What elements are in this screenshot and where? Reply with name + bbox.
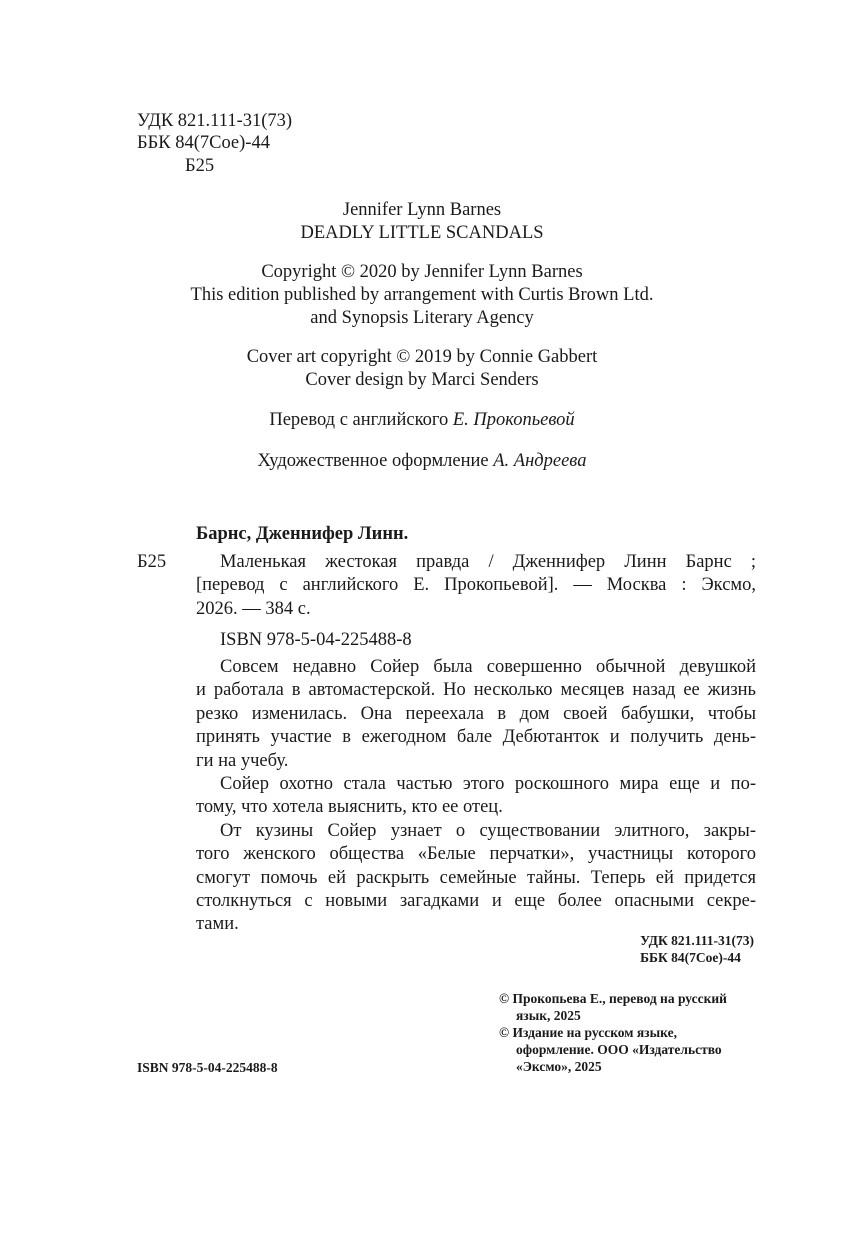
rights-line: язык, 2025	[516, 1008, 581, 1023]
annotation-line: Сойер охотно стала частью этого роскошного мира еще и по-	[220, 774, 756, 795]
catalog-isbn: ISBN 978-5-04-225488-8	[220, 630, 412, 650]
cover-credits-block	[0, 346, 844, 392]
annotation-line: и работала в автомастерской. Но несколько месяцев назад ее жизнь	[196, 680, 756, 701]
copyright-line: This edition published by arrangement with Curtis Brown Ltd.	[190, 285, 654, 305]
catalog-heading: Барнс, Дженнифер Линн.	[196, 524, 409, 544]
catalog-codes-right	[640, 932, 754, 966]
rights-block	[499, 990, 769, 1075]
copyright-line: Copyright © 2020 by Jennifer Lynn Barnes	[261, 262, 583, 282]
description-line: [перевод с английского Е. Прокопьевой]. — Москва : Эксмо,	[196, 575, 756, 596]
designer-credit	[0, 450, 844, 473]
annotation-line: тому, что хотела выяснить, кто ее отец.	[196, 797, 503, 818]
catalog-description	[196, 551, 756, 621]
catalog-mark: Б25	[137, 552, 167, 572]
annotation-line: тами.	[196, 914, 239, 935]
udk-code: УДК 821.111-31(73)	[137, 111, 293, 131]
copyright-block	[0, 261, 844, 330]
rights-line: © Прокопьева Е., перевод на русский	[499, 991, 727, 1006]
description-line: Маленькая жестокая правда / Дженнифер Линн Барнс ;	[220, 552, 756, 572]
rights-line: «Эксмо», 2025	[516, 1059, 602, 1074]
original-title: DEADLY LITTLE SCANDALS	[300, 223, 544, 243]
translator-credit	[0, 409, 844, 432]
annotation-line: столкнуться с новыми загадками и еще более опасными секре-	[196, 891, 756, 912]
annotation-line: смогут помочь ей раскрыть семейные тайны. Теперь ей придется	[196, 867, 756, 888]
design-label: Художественное оформление	[257, 451, 489, 471]
designer-name: А. Андреева	[493, 451, 587, 471]
translation-label: Перевод с английского	[269, 410, 449, 430]
annotation-line: того женского общества «Белые перчатки», участницы которого	[196, 844, 756, 865]
copyright-line: and Synopsis Literary Agency	[310, 308, 534, 328]
annotation-line: резко изменилась. Она переехала в дом своей бабушки, чтобы	[196, 703, 756, 724]
footer-isbn: ISBN 978-5-04-225488-8	[137, 1060, 278, 1075]
annotation-line: Совсем недавно Сойер была совершенно обычной девушкой	[220, 657, 756, 677]
rights-line: оформление. ООО «Издательство	[516, 1042, 722, 1057]
annotation-line: принять участие в ежегодном бале Дебютанток и получить день-	[196, 727, 756, 748]
annotation	[196, 656, 756, 937]
bbk-code: ББК 84(7Сое)-44	[137, 133, 270, 153]
annotation-line: От кузины Сойер узнает о существовании элитного, закры-	[220, 820, 756, 841]
translator-name: Е. Прокопьевой	[452, 410, 575, 430]
cover-art-line: Cover art copyright © 2019 by Connie Gabbert	[246, 347, 598, 367]
udk-code-small: УДК 821.111-31(73)	[640, 933, 754, 948]
description-line: 2026. — 384 с.	[196, 598, 311, 619]
cover-design-line: Cover design by Marci Senders	[305, 370, 539, 390]
rights-line: © Издание на русском языке,	[499, 1025, 677, 1040]
bbk-code-small: ББК 84(7Сое)-44	[640, 950, 741, 965]
author-mark: Б25	[185, 156, 215, 176]
annotation-line: ги на учебу.	[196, 750, 289, 771]
original-author: Jennifer Lynn Barnes	[342, 200, 502, 220]
original-title-block	[0, 199, 844, 245]
